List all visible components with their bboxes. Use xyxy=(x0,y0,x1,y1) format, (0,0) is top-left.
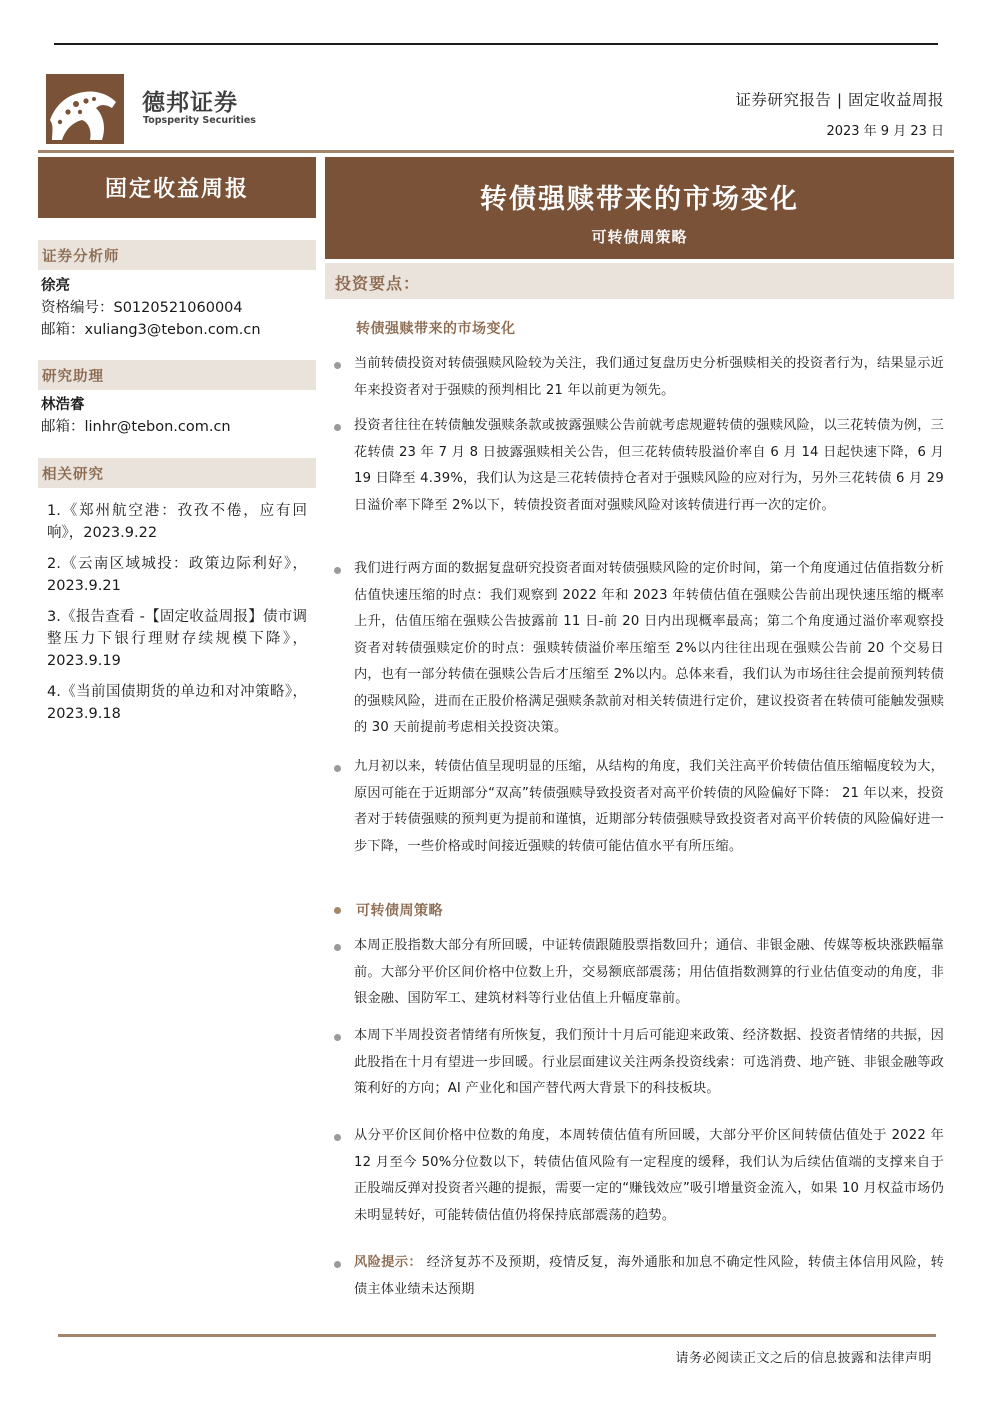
section2-paragraph: 本周正股指数大部分有所回暖，中证转债跟随股票指数回升；通信、非银金融、传媒等板块涨跌幅靠前。大部分平价区间价格中位数上升，交易额底部震荡；用估值指数测算的行业估值变动的角度，非银金融、国防军工、建筑材料等行业估值上升幅度靠前。 xyxy=(354,938,944,1006)
bullet-icon xyxy=(334,424,341,431)
risk-notice xyxy=(354,1250,944,1303)
related-research-item[interactable]: 2.《云南区域城投：政策边际利好》，2023.9.21 xyxy=(47,556,307,594)
assistant-email[interactable]: 邮箱：linhr@tebon.com.cn xyxy=(41,419,231,435)
bullet-icon xyxy=(334,1034,341,1041)
section1-paragraph: 当前转债投资对转债强赎风险较为关注，我们通过复盘历史分析强赎相关的投资者行为，结果显示近年来投资者对于强赎的预判相比 21 年以前更为领先。 xyxy=(354,356,944,398)
left-banner: 固定收益周报 xyxy=(38,157,316,218)
section2-paragraph: 本周下半周投资者情绪有所恢复，我们预计十月后可能迎来政策、经济数据、投资者情绪的共振，因此股指在十月有望进一步回暖。行业层面建议关注两条投资线索：可选消费、地产链、非银金融等政策利好的方向；AI 产业化和国产替代两大背景下的科技板块。 xyxy=(354,1028,944,1096)
logo-chinese-name: 德邦证券 xyxy=(142,90,238,116)
section1-paragraph: 投资者往往在转债触发强赎条款或披露强赎公告前就考虑规避转债的强赎风险，以三花转债为例，三花转债 23 年 7 月 8 日披露强赎相关公告，但三花转债转股溢价率自 6 月 14 日起快速下降，6 月 19 日降至 4.39%，我们认为这是三花转债持仓者对于强赎风险的应对行为，另外三花转债 6 月 29 日溢价率下降至 2%以下，转债投资者面对强赎风险对该转债进行再一次的定价。 xyxy=(354,418,944,513)
bullet-icon xyxy=(334,1261,341,1268)
analyst-email[interactable]: 邮箱：xuliang3@tebon.com.cn xyxy=(41,322,261,338)
bullet-icon xyxy=(334,907,341,914)
leopard-logo-icon xyxy=(46,74,124,144)
related-section-label: 相关研究 xyxy=(38,458,316,488)
section2-title: 可转债周策略 xyxy=(356,903,443,919)
title-banner xyxy=(325,157,954,259)
bullet-icon xyxy=(334,567,341,574)
report-header-meta xyxy=(735,88,944,139)
logo-english-name: Topsperity Securities xyxy=(143,115,256,126)
header-divider xyxy=(38,150,954,153)
bullet-icon xyxy=(334,362,341,369)
assistant-section-label: 研究助理 xyxy=(38,360,316,390)
report-date: 2023 年 9 月 23 日 xyxy=(826,124,944,139)
assistant-name: 林浩睿 xyxy=(41,397,85,413)
key-points-label: 投资要点： xyxy=(325,263,954,299)
related-research-item[interactable]: 3.《报告查看 -【固定收益周报】债市调整压力下银行理财存续规模下降》，2023.9.19 xyxy=(47,609,307,669)
section1-paragraph: 我们进行两方面的数据复盘研究投资者面对转债强赎风险的定价时间，第一个角度通过估值指数分析估值快速压缩的时点：我们观察到 2022 年和 2023 年转债估值在强赎公告前出现快速压缩的概率上升，估值压缩在强赎公告披露前 11 日-前 20 日内出现概率最高；第二个角度通过溢价率观察投资者对转债强赎定价的时点：强赎转债溢价率压缩至 2%以内往往出现在强赎公告前 20 个交易日内，也有一部分转债在强赎公告后才压缩至 2%以内。总体来看，我们认为市场往往会提前预判转债的强赎风险，进而在正股价格满足强赎条款前对相关转债进行定价，建议投资者在转债可能触发强赎的 30 天前提前考虑相关投资决策。 xyxy=(354,561,944,735)
report-subtitle: 可转债周策略 xyxy=(591,228,688,246)
footer-divider xyxy=(58,1334,936,1337)
analyst-name: 徐亮 xyxy=(41,278,70,294)
bullet-icon xyxy=(334,944,341,951)
bullet-icon xyxy=(334,1134,341,1141)
related-research-item[interactable]: 4.《当前国债期货的单边和对冲策略》，2023.9.18 xyxy=(47,684,307,722)
section1-paragraph: 九月初以来，转债估值呈现明显的压缩，从结构的角度，我们关注高平价转债估值压缩幅度较为大，原因可能在于近期部分“双高”转债强赎导致投资者对高平价转债的风险偏好下降： 21 年以来，投资者对于转债强赎的预判更为提前和谨慎，近期部分转债强赎导致投资者对高平价转债的风险偏好进一步下降，一些价格或时间接近强赎的转债可能估值水平有所压缩。 xyxy=(354,759,944,854)
analyst-cert: 资格编号：S0120521060004 xyxy=(41,300,243,316)
footer-disclaimer: 请务必阅读正文之后的信息披露和法律声明 xyxy=(675,1351,932,1366)
top-rule xyxy=(54,43,938,45)
section2-paragraph: 从分平价区间价格中位数的角度，本周转债估值有所回暖，大部分平价区间转债估值处于 2022 年 12 月至今 50%分位数以下，转债估值风险有一定程度的缓释，我们认为后续估值端的支撑来自于正股端反弹对投资者兴趣的提振，需要一定的“赚钱效应”吸引增量资金流入，如果 10 月权益市场仍未明显转好，可能转债估值仍将保持底部震荡的趋势。 xyxy=(354,1128,944,1223)
risk-label: 风险提示： xyxy=(354,1255,423,1270)
analyst-section-label: 证券分析师 xyxy=(38,240,316,270)
section1-title: 转债强赎带来的市场变化 xyxy=(356,321,516,337)
related-research-list xyxy=(47,500,307,734)
report-title: 转债强赎带来的市场变化 xyxy=(480,184,799,215)
related-research-item[interactable]: 1.《郑州航空港：孜孜不倦，应有回响》，2023.9.22 xyxy=(47,503,307,541)
report-category: 证券研究报告 | 固定收益周报 xyxy=(735,91,944,109)
risk-text: 经济复苏不及预期，疫情反复，海外通胀和加息不确定性风险，转债主体信用风险，转债主体业绩未达预期 xyxy=(354,1255,944,1297)
bullet-icon xyxy=(334,765,341,772)
company-logo xyxy=(46,74,256,146)
